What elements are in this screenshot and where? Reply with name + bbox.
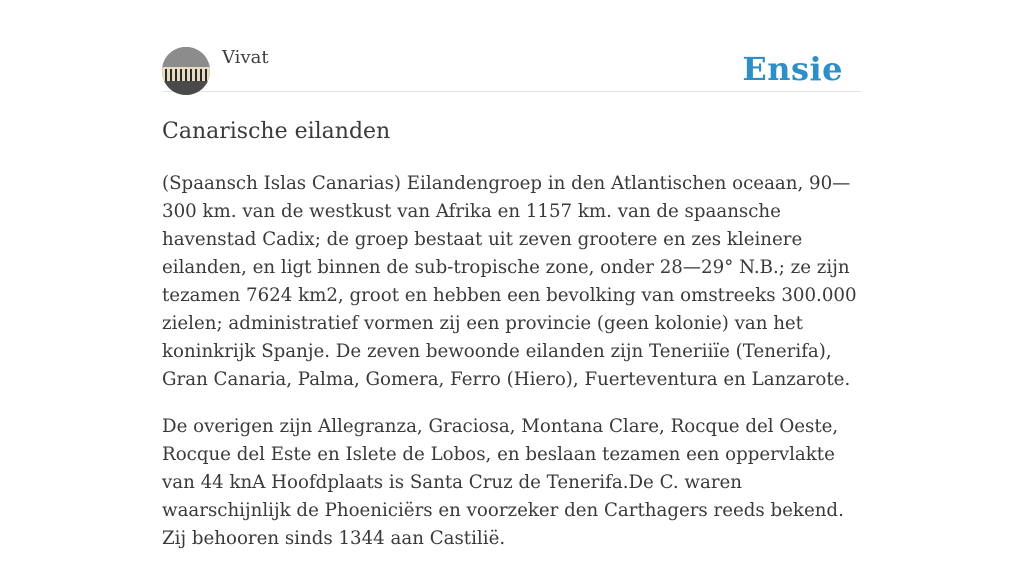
author-name[interactable]: Vivat	[222, 47, 269, 68]
article-paragraph: De overigen zijn Allegranza, Graciosa, Montana Clare, Rocque del Oeste, Rocque del Este en Islete de Lobos, en beslaan tezamen een oppervlakte van 44 knA Hoofdplaats is Santa Cruz de Tenerifa.De C. waren waarschijnlijk de Phoeniciërs en voorzeker den Carthagers reeds bekend. Zij behooren sinds 1344 aan Castilië.	[162, 416, 844, 549]
article-page	[162, 0, 862, 572]
article-body	[162, 170, 862, 553]
page-title: Canarische eilanden	[162, 119, 391, 144]
avatar[interactable]	[162, 47, 210, 95]
header	[162, 0, 862, 92]
article-paragraph: (Spaansch Islas Canarias) Eilandengroep in den Atlantischen oceaan, 90—300 km. van de westkust van Afrika en 1157 km. van de spaansche havenstad Cadix; de groep bestaat uit zeven grootere en zes kleinere eilanden, en ligt binnen de sub-tropische zone, onder 28—29° N.B.; ze zijn tezamen 7624 km2, groot en hebben een bevolking van omstreeks 300.000 zielen; administratief vormen zij een provincie (geen kolonie) van het koninkrijk Spanje. De zeven bewoonde eilanden zijn Teneriiïe (Tenerifa), Gran Canaria, Palma, Gomera, Ferro (Hiero), Fuerteventura en Lanzarote.	[162, 173, 857, 390]
avatar-image-icon	[162, 47, 210, 95]
brand-logo[interactable]: Ensie	[742, 50, 843, 88]
